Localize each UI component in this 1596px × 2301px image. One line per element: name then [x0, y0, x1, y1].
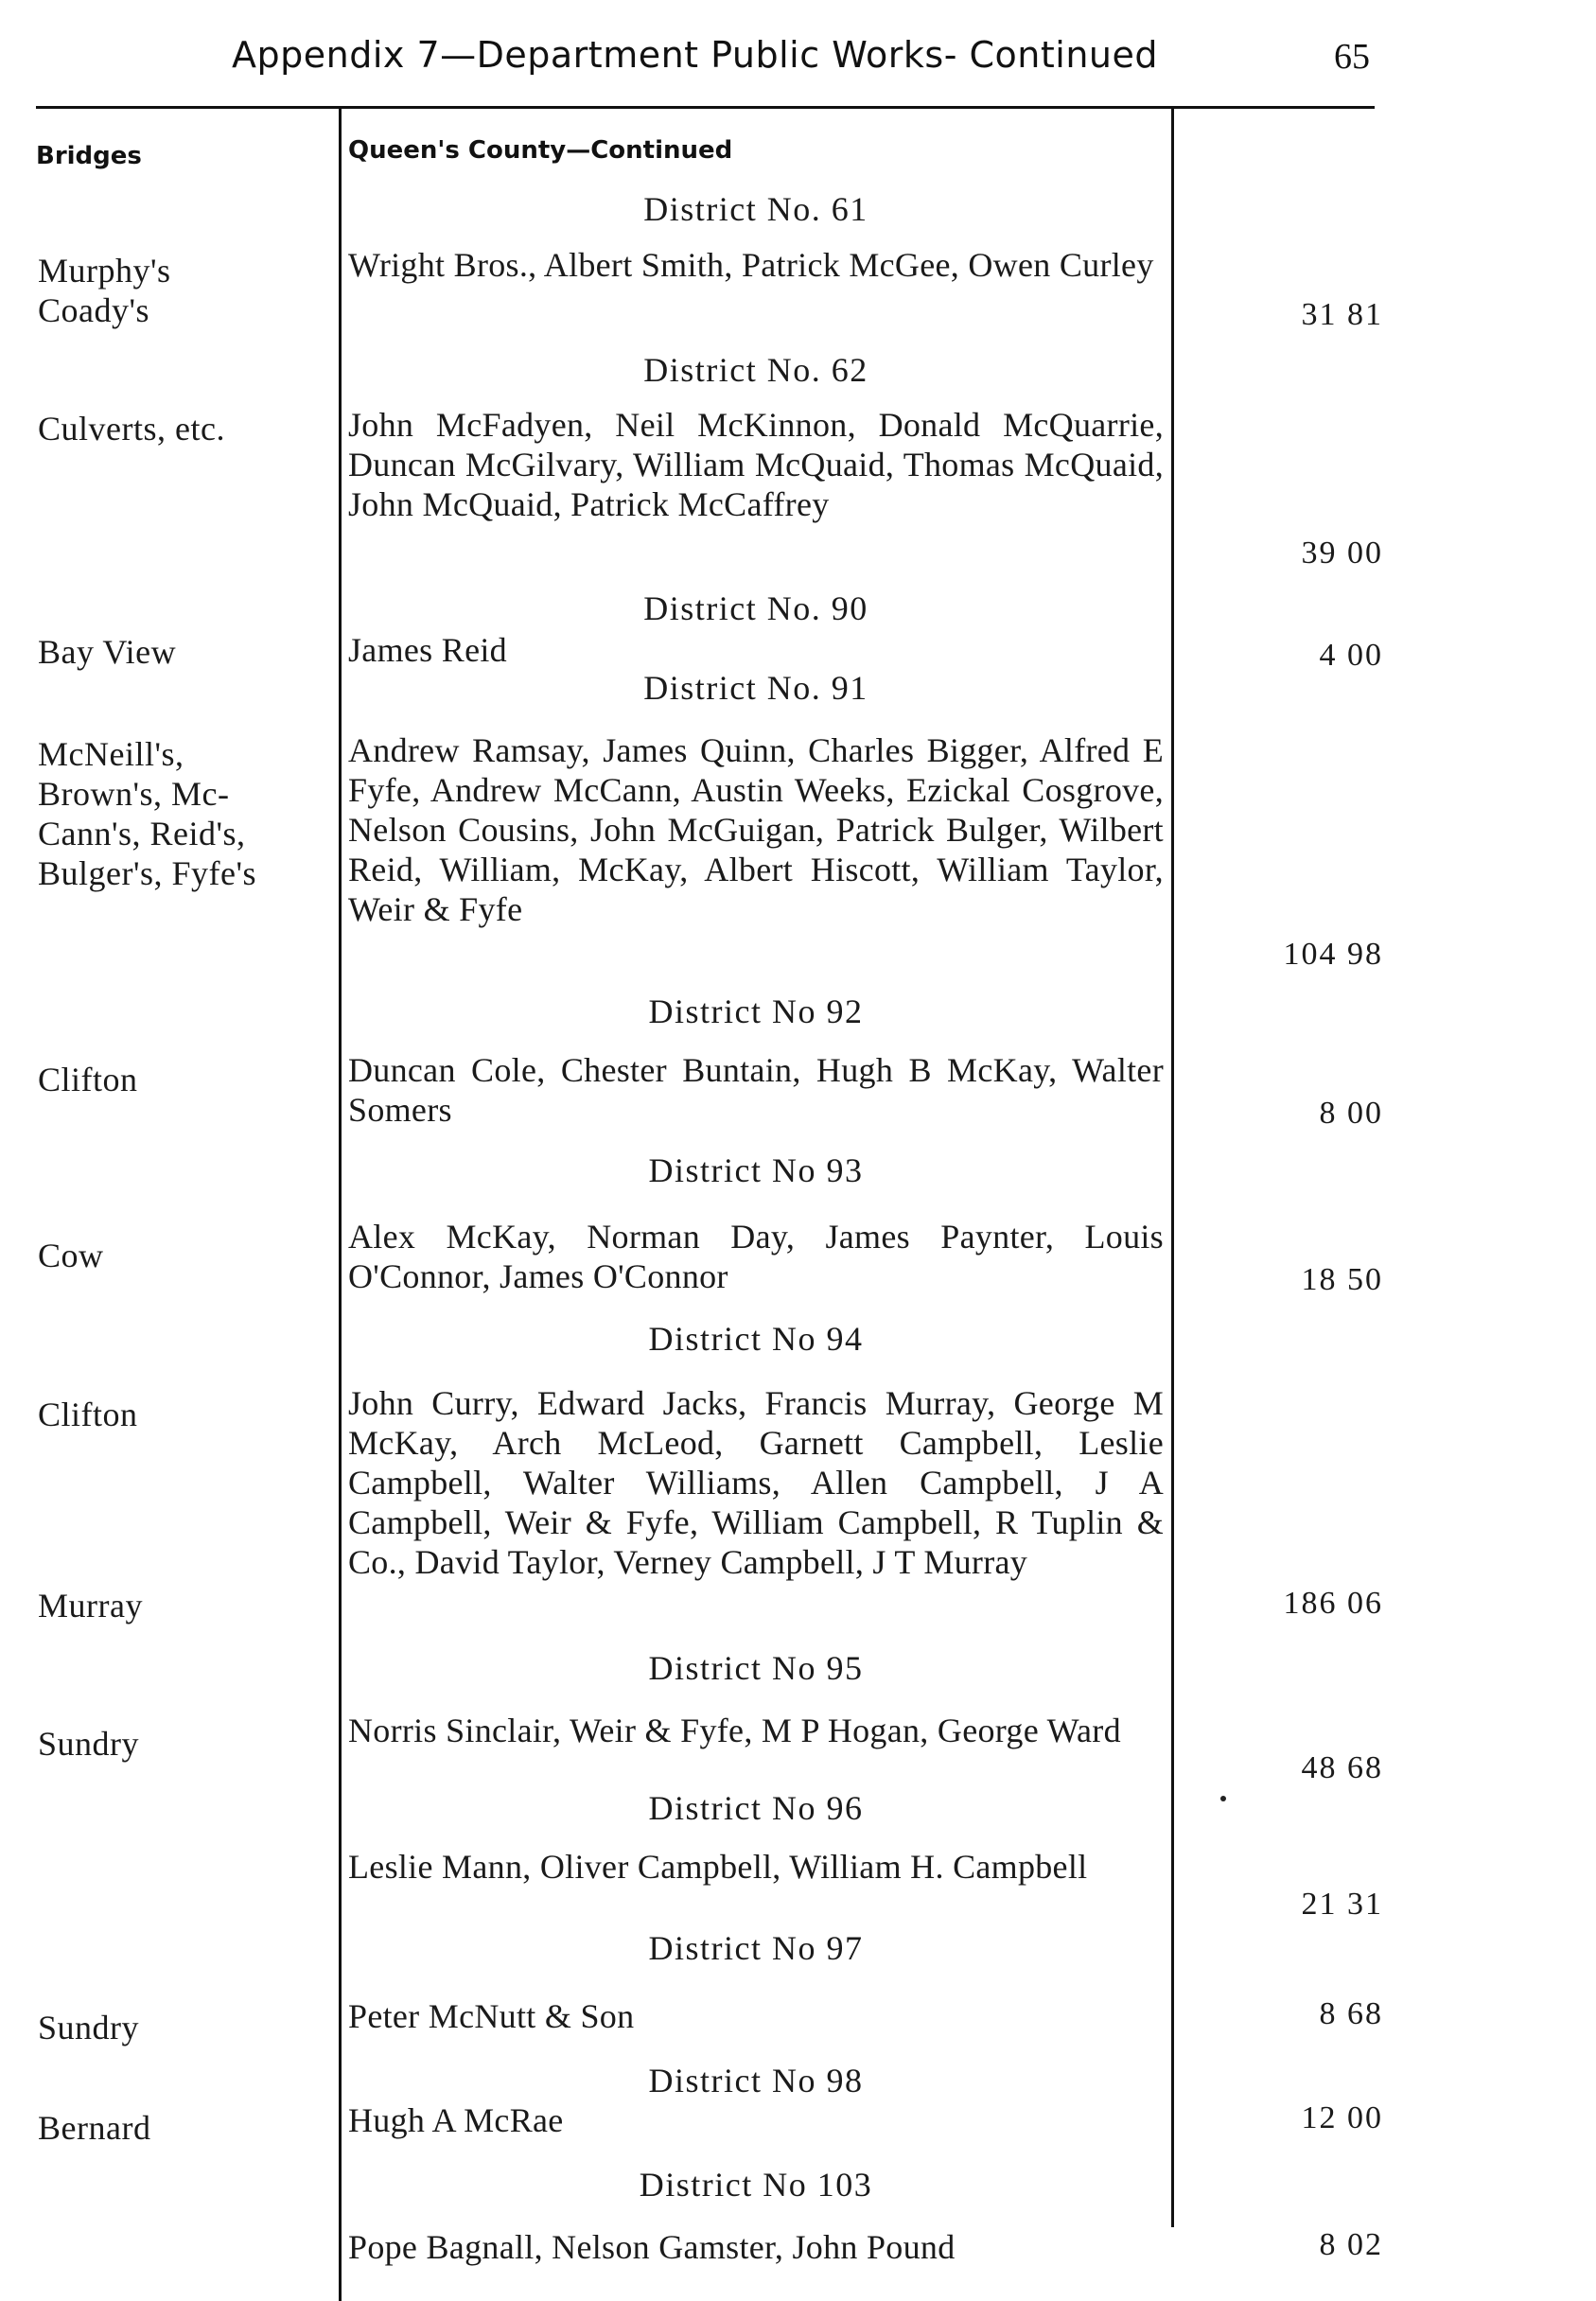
amount-value: 8 68: [1319, 1996, 1383, 2031]
contractor-list: Alex McKay, Norman Day, James Paynter, Louis O'Connor, James O'Connor: [348, 1218, 1164, 1295]
contractor-list: Wright Bros., Albert Smith, Patrick McGee, Owen Curley: [348, 246, 1154, 284]
amount-value: 104 98: [1283, 937, 1383, 972]
amount-value: 186 06: [1283, 1586, 1383, 1621]
amount-value: 18 50: [1301, 1262, 1383, 1297]
page-header-title: Appendix 7—Department Public Works- Continued: [232, 34, 1158, 76]
bridge-names: Bay View: [38, 633, 177, 671]
district-heading: District No 96: [648, 1789, 864, 1827]
district-heading: District No 94: [648, 1320, 864, 1358]
bridge-names: Sundry: [38, 1725, 140, 1763]
district-heading: District No 97: [648, 1929, 864, 1967]
contractor-list: Andrew Ramsay, James Quinn, Charles Bigger, Alfred E Fyfe, Andrew McCann, Austin Weeks, Ezickal Cosgrove, Nelson Cousins, John McGuigan, Patrick Bulger, Wilbert Reid, William, McKay, Albert Hiscott, William Taylor, Weir & Fyfe: [348, 731, 1164, 928]
amount-value: 8 02: [1319, 2227, 1383, 2262]
contractor-list: Pope Bagnall, Nelson Gamster, John Pound: [348, 2228, 956, 2266]
bridge-names: Murphy's Coady's: [38, 252, 171, 329]
district-heading: District No. 91: [643, 669, 868, 707]
contractor-list: Norris Sinclair, Weir & Fyfe, M P Hogan, George Ward: [348, 1712, 1121, 1749]
amount-value: 4 00: [1319, 638, 1383, 673]
district-heading: District No 103: [639, 2166, 873, 2204]
district-heading: District No. 62: [643, 351, 868, 389]
bridge-names: Murray: [38, 1587, 143, 1625]
amount-value: 8 00: [1319, 1096, 1383, 1131]
bridge-names: Sundry: [38, 2009, 140, 2046]
bridge-names: Culverts, etc.: [38, 410, 225, 448]
bridge-names: Clifton: [38, 1396, 138, 1433]
district-heading: District No 92: [648, 992, 864, 1030]
bridge-names: Cow: [38, 1237, 104, 1274]
district-heading: District No 98: [648, 2062, 864, 2099]
district-heading: District No 93: [648, 1151, 864, 1189]
column-divider-left: [339, 108, 342, 2301]
amount-value: 48 68: [1301, 1750, 1383, 1785]
district-heading: District No 95: [648, 1649, 864, 1687]
bridges-column-heading: Bridges: [36, 142, 142, 170]
district-heading: District No. 61: [643, 190, 868, 228]
column-divider-right: [1171, 108, 1174, 2227]
bridge-names: Clifton: [38, 1061, 138, 1098]
amount-value: 12 00: [1301, 2100, 1383, 2135]
amount-value: 31 81: [1301, 297, 1383, 332]
contractor-list: Hugh A McRae: [348, 2101, 564, 2139]
amount-value: 21 31: [1301, 1887, 1383, 1922]
contractor-list: Peter McNutt & Son: [348, 1997, 635, 2035]
ink-speck: [1220, 1796, 1226, 1801]
county-column-heading: Queen's County—Continued: [348, 136, 733, 165]
contractor-list: Leslie Mann, Oliver Campbell, William H. Campbell: [348, 1848, 1088, 1886]
district-heading: District No. 90: [643, 589, 868, 627]
contractor-list: John Curry, Edward Jacks, Francis Murray, George M McKay, Arch McLeod, Garnett Campbell, Leslie Campbell, Walter Williams, Allen Campbell, J A Campbell, Weir & Fyfe, William Campbell, R Tuplin & Co., David Taylor, Verney Campbell, J T Murray: [348, 1384, 1164, 1581]
contractor-list: James Reid: [348, 631, 507, 669]
bridge-names: Bernard: [38, 2109, 151, 2147]
page-number: 65: [1334, 37, 1370, 77]
bridge-names: McNeill's, Brown's, Mc- Cann's, Reid's, Bulger's, Fyfe's: [38, 735, 256, 892]
amount-value: 39 00: [1301, 536, 1383, 571]
contractor-list: John McFadyen, Neil McKinnon, Donald McQuarrie, Duncan McGilvary, William McQuaid, Thomas McQuaid, John McQuaid, Patrick McCaffrey: [348, 406, 1164, 523]
contractor-list: Duncan Cole, Chester Buntain, Hugh B McKay, Walter Somers: [348, 1051, 1164, 1129]
